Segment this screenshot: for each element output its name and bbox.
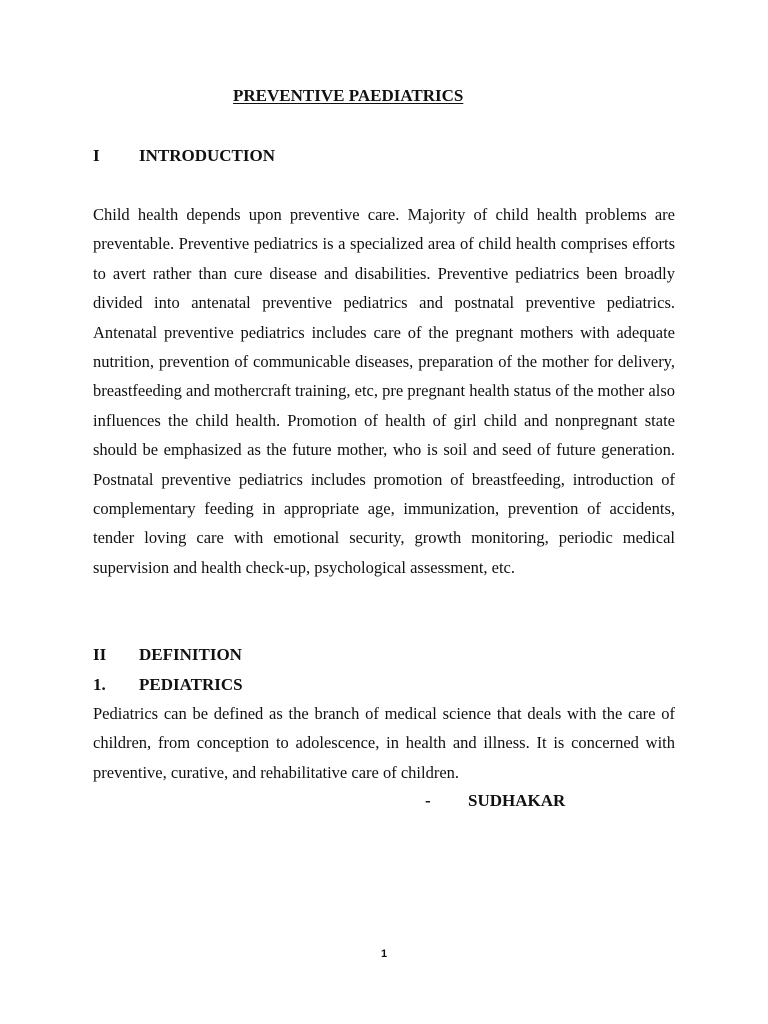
page-number: 1 [380,948,388,960]
section-title: DEFINITION [139,645,242,664]
document-title: PREVENTIVE PAEDIATRICS [233,86,464,105]
section-number: I [93,146,100,165]
section-heading-pediatrics [93,675,243,695]
pediatrics-definition-paragraph: Pediatrics can be defined as the branch of medical science that deals with the care of children, from conception to adolescence, in health and illness. It is concerned with preventive, curative, and rehabilitative care of children. [93,704,675,782]
attribution-dash: - [425,791,431,810]
section-number: II [93,645,107,664]
section-heading-introduction [93,146,275,166]
section-title: PEDIATRICS [139,675,243,694]
introduction-paragraph: Child health depends upon preventive care. Majority of child health problems are preventable. Preventive pediatrics is a specialized area of child health comprises efforts to avert rather than cure disease and disabilities. Preventive pediatrics been broadly divided into antenatal preventive pediatrics and postnatal preventive pediatrics. Antenatal preventive pediatrics includes care of the pregnant mothers with adequate nutrition, prevention of communicable diseases, preparation of the mother for delivery, breastfeeding and mothercraft training, etc, pre pregnant health status of the mother also influences the child health. Promotion of health of girl child and nonpregnant state should be emphasized as the future mother, who is soil and seed of future generation. Postnatal preventive pediatrics includes promotion of breastfeeding, introduction of complementary feeding in appropriate age, immunization, prevention of accidents, tender loving care with emotional security, growth monitoring, periodic medical supervision and health check-up, psychological assessment, etc. [93,205,675,577]
section-heading-definition [93,645,242,665]
section-title: INTRODUCTION [139,146,276,165]
attribution-author: SUDHAKAR [468,791,566,810]
attribution [425,791,565,811]
section-number: 1. [93,675,106,694]
